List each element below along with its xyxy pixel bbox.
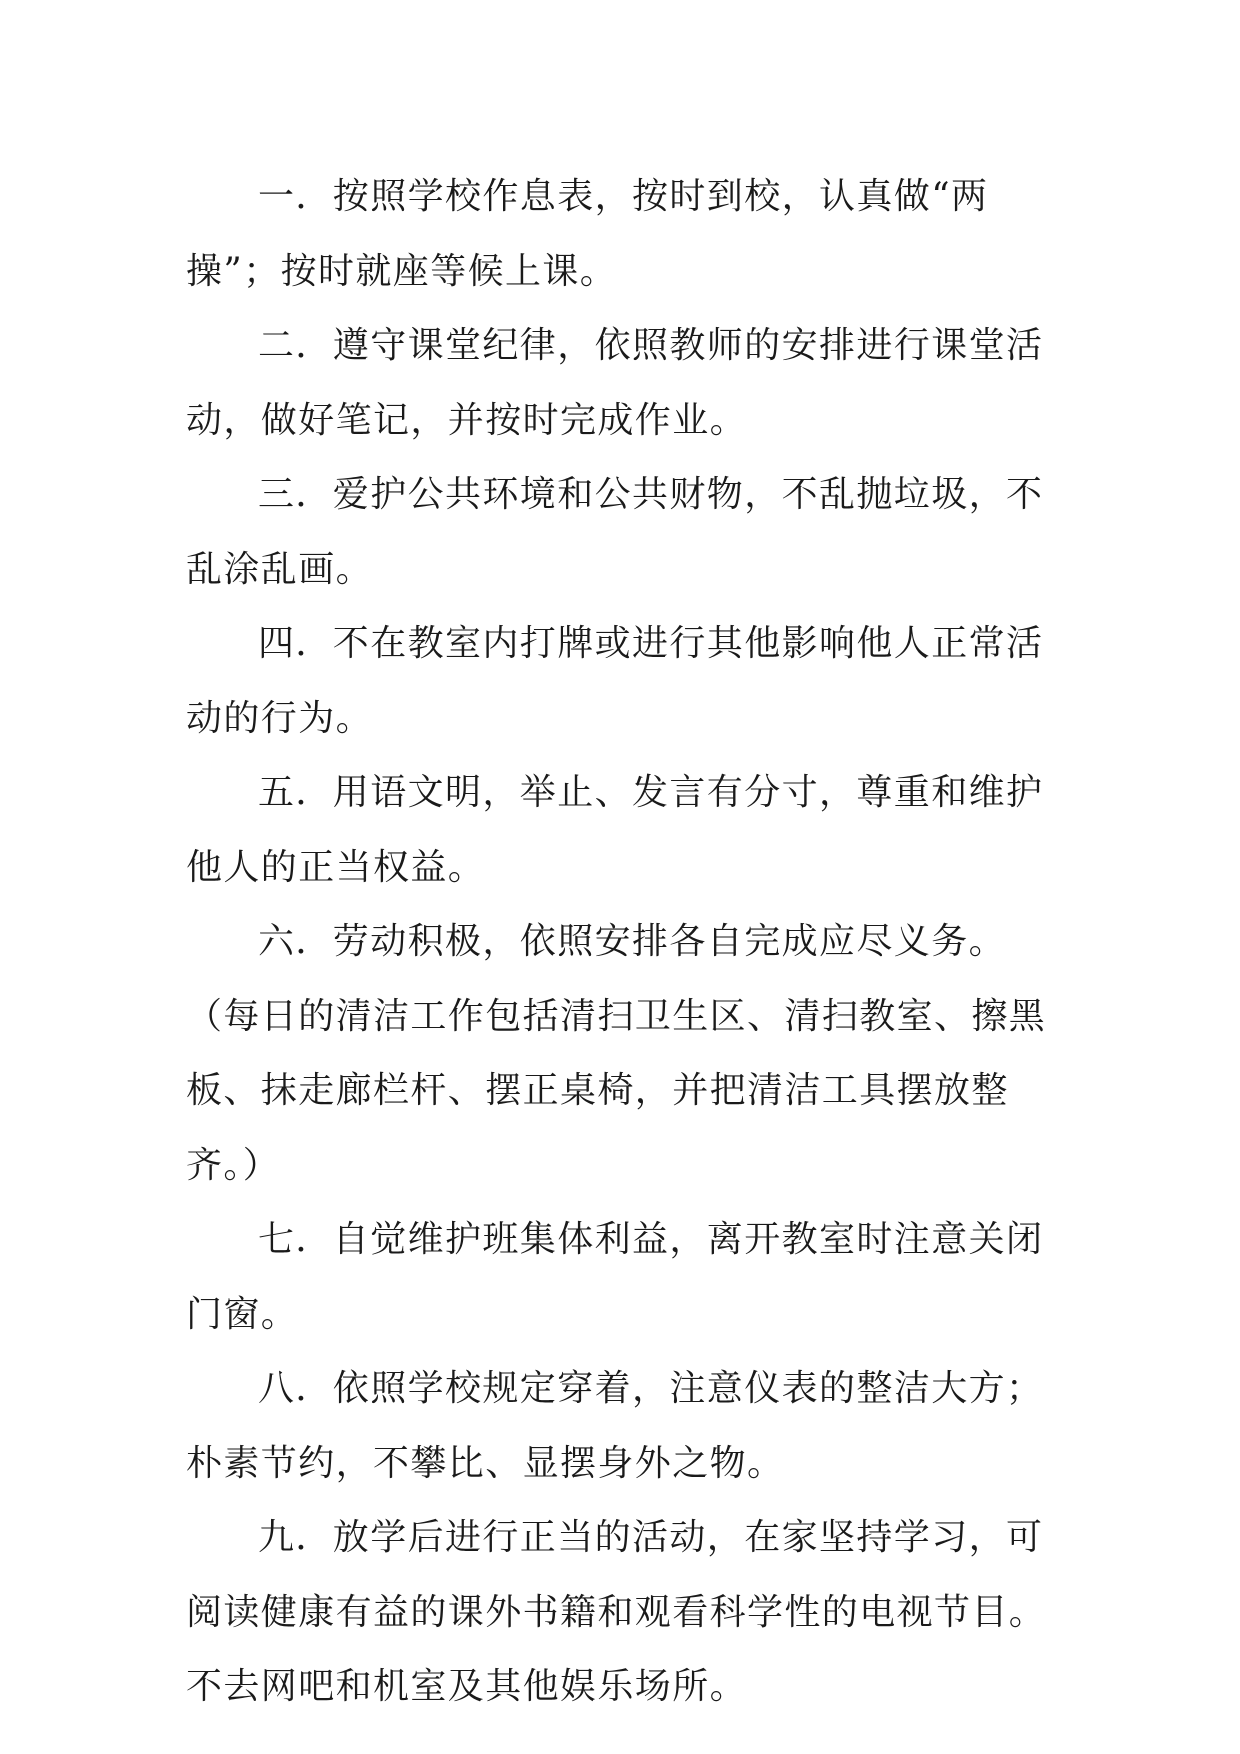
rule-paragraph-9: 九．放学后进行正当的活动，在家坚持学习，可阅读健康有益的课外书籍和观看科学性的电视节目。不去网吧和机室及其他娱乐场所。 bbox=[186, 1517, 1047, 1707]
rule-paragraph-2: 二．遵守课堂纪律，依照教师的安排进行课堂活动，做好笔记，并按时完成作业。 bbox=[186, 325, 1044, 441]
rule-paragraph-5: 五．用语文明，举止、发言有分寸，尊重和维护他人的正当权益。 bbox=[186, 772, 1044, 888]
rule-paragraph-1: 一．按照学校作息表，按时到校，认真做“两操”；按时就座等候上课。 bbox=[186, 176, 989, 292]
rule-paragraph-7: 七．自觉维护班集体利益，离开教室时注意关闭门窗。 bbox=[186, 1219, 1044, 1335]
rule-paragraph-4: 四．不在教室内打牌或进行其他影响他人正常活动的行为。 bbox=[186, 623, 1044, 739]
rule-paragraph-3: 三．爱护公共环境和公共财物，不乱抛垃圾，不乱涂乱画。 bbox=[186, 474, 1044, 590]
rule-paragraph-6: 六．劳动积极，依照安排各自完成应尽义务。（每日的清洁工作包括清扫卫生区、清扫教室、擦黑板、抹走廊栏杆、摆正桌椅，并把清洁工具摆放整齐。） bbox=[186, 921, 1047, 1186]
rule-paragraph-8: 八．依照学校规定穿着，注意仪表的整洁大方；朴素节约，不攀比、显摆身外之物。 bbox=[186, 1368, 1044, 1484]
rules-text-block bbox=[186, 160, 1056, 1725]
